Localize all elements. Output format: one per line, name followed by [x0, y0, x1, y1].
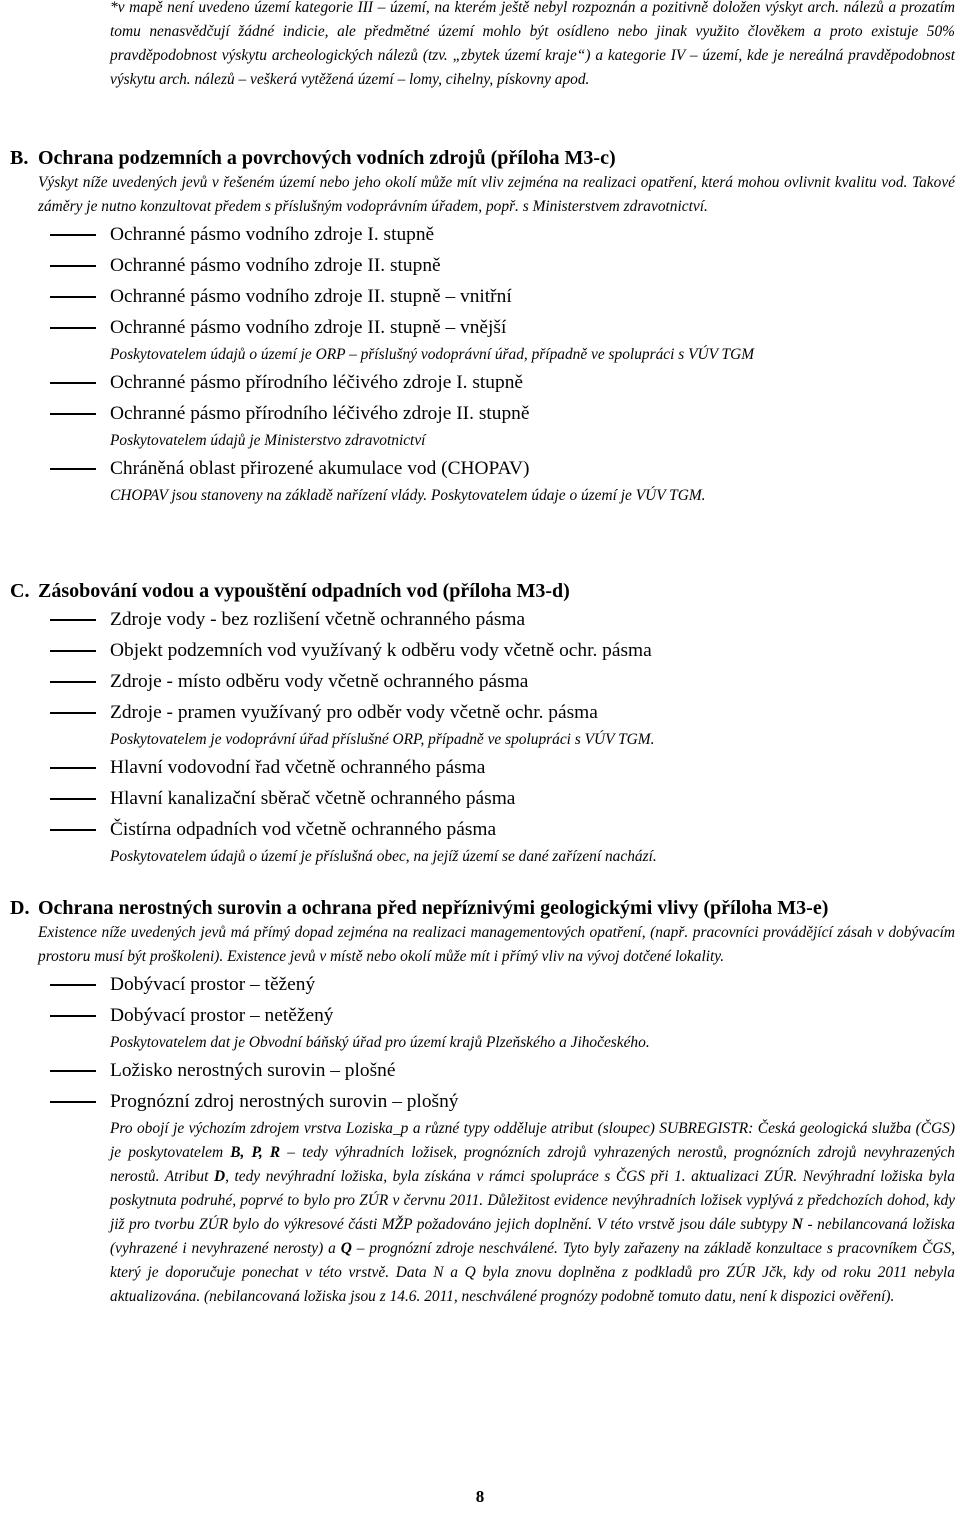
section-b-title: Ochrana podzemních a povrchových vodních zdrojů (příloha M3-c) [38, 147, 616, 169]
list-item: Hlavní vodovodní řad včetně ochranného pásma [110, 752, 955, 783]
dash-bullet [50, 265, 96, 267]
dash-bullet [50, 468, 96, 470]
section-d-description: Existence níže uvedených jevů má přímý dopad zejména na realizaci managementových opatření, (např. pracovníci provádějící zásah v dobývacím prostoru musí být proškoleni). Existence jevů v místě nebo okolí může mít i přímý vliv na vývoj dotčené lokality. [38, 924, 955, 965]
section-d [10, 895, 955, 1309]
section-d-letter: D. [10, 897, 30, 919]
list-item: Ložisko nerostných surovin – plošné [110, 1055, 955, 1086]
provider-note: Poskytovatelem údajů o území je ORP – příslušný vodoprávní úřad, případně ve spolupráci s VÚV TGM [110, 346, 755, 363]
provider-note: Poskytovatelem údajů je Ministerstvo zdravotnictví [110, 432, 426, 449]
dash-bullet [50, 681, 96, 683]
section-c-title: Zásobování vodou a vypouštění odpadních vod (příloha M3-d) [38, 580, 570, 602]
list-item: Zdroje - místo odběru vody včetně ochranného pásma [110, 666, 955, 697]
data-source-note: Pro obojí je výchozím zdrojem vrstva Loziska_p a různé typy odděluje atribut (sloupec) SUBREGISTR: Česká geologická služba (ČGS) je poskytovatelem B, P, R – tedy výhradních ložisek, prognózních zdrojů vyhrazených nerostů, prognózních zdrojů nevyhrazených nerostů. Atribut D, tedy nevýhradní ložiska, byla získána v rámci spolupráce s ČGS při 1. aktualizaci ZÚR. Nevýhradní ložiska byla poskytnuta podruhé, poprvé to bylo pro ZÚR v červnu 2011. Důležitost evidence nevýhradních ložisek vyplývá z předchozích dohod, kdy již pro tvorbu ZÚR bylo do výkresové části MŽP požadováno jejich doplnění. V této vrstvě jsou dále subtypy N - nebilancovaná ložiska (vyhrazené i nevyhrazené nerosty) a Q – prognózní zdroje neschválené. Tyto byly zařazeny na základě konzultace s pracovníkem ČGS, který je doporučuje ponechat v této vrstvě. Data N a Q byla znovu doplněna z podkladů pro ZÚR Jčk, kdy od roku 2011 nebyla aktualizována. (nebilancovaná ložiska jsou z 14.6. 2011, neschválené prognózy podobně tomuto datu, není k dispozici ověření). [110, 1120, 956, 1305]
section-d-title: Ochrana nerostných surovin a ochrana před nepříznivými geologickými vlivy (příloha M3-e) [38, 897, 829, 919]
provider-note: CHOPAV jsou stanoveny na základě nařízení vlády. Poskytovatelem údaje o území je VÚV TGM. [110, 487, 706, 504]
dash-bullet [50, 1101, 96, 1103]
dash-bullet [50, 296, 96, 298]
dash-bullet [50, 1015, 96, 1017]
provider-note: Poskytovatelem dat je Obvodní báňský úřad pro území krajů Plzeňského a Jihočeského. [110, 1034, 650, 1051]
list-item: Prognózní zdroj nerostných surovin – plošný [110, 1086, 955, 1117]
section-c [10, 578, 955, 869]
dash-bullet [50, 829, 96, 831]
section-c-heading [10, 578, 955, 604]
list-item: Objekt podzemních vod využívaný k odběru vody včetně ochr. pásma [110, 635, 955, 666]
list-item: Dobývací prostor – těžený [110, 969, 955, 1000]
list-item: Ochranné pásmo vodního zdroje I. stupně [110, 219, 955, 250]
section-d-heading [10, 895, 955, 921]
list-item: Chráněná oblast přirozené akumulace vod (CHOPAV) [110, 453, 955, 484]
list-item: Ochranné pásmo přírodního léčivého zdroje I. stupně [110, 367, 955, 398]
section-b-description: Výskyt níže uvedených jevů v řešeném území nebo jeho okolí může mít vliv zejména na realizaci opatření, která mohou ovlivnit kvalitu vod. Takové záměry je nutno konzultovat předem s příslušným vodoprávním úřadem, popř. s Ministerstvem zdravotnictví. [38, 174, 955, 215]
list-item: Zdroje - pramen využívaný pro odběr vody včetně ochr. pásma [110, 697, 955, 728]
dash-bullet [50, 382, 96, 384]
dash-bullet [50, 1070, 96, 1072]
section-b [10, 145, 955, 508]
list-item: Hlavní kanalizační sběrač včetně ochranného pásma [110, 783, 955, 814]
dash-bullet [50, 413, 96, 415]
list-item: Ochranné pásmo vodního zdroje II. stupně [110, 250, 955, 281]
page-number: 8 [475, 1487, 485, 1506]
dash-bullet [50, 650, 96, 652]
provider-note: Poskytovatelem údajů o území je příslušná obec, na jejíž území se dané zařízení nachází. [110, 848, 657, 865]
dash-bullet [50, 798, 96, 800]
provider-note: Poskytovatelem je vodoprávní úřad příslušné ORP, případně ve spolupráci s VÚV TGM. [110, 731, 655, 748]
section-b-letter: B. [10, 147, 29, 169]
list-item: Zdroje vody - bez rozlišení včetně ochranného pásma [110, 604, 955, 635]
list-item: Ochranné pásmo vodního zdroje II. stupně – vnější [110, 312, 955, 343]
dash-bullet [50, 327, 96, 329]
dash-bullet [50, 619, 96, 621]
list-item: Ochranné pásmo vodního zdroje II. stupně – vnitřní [110, 281, 955, 312]
section-b-heading [10, 145, 955, 171]
dash-bullet [50, 984, 96, 986]
list-item: Ochranné pásmo přírodního léčivého zdroje II. stupně [110, 398, 955, 429]
list-item: Dobývací prostor – netěžený [110, 1000, 955, 1031]
list-item: Čistírna odpadních vod včetně ochranného pásma [110, 814, 955, 845]
intro-note: *v mapě není uvedeno území kategorie III – území, na kterém ještě nebyl rozpoznán a pozitivně doložen výskyt arch. nálezů a prozatím tomu nenasvědčují žádné indicie, ale předmětné území mohlo být osídleno nebo jinak využito člověkem a proto existuje 50% pravděpodobnost výskytu archeologických nálezů (tzv. „zbytek území kraje“) a kategorie IV – území, kde je nereálná pravděpodobnost výskytu arch. nálezů – veškerá vytěžená území – lomy, cihelny, pískovny apod. [110, 0, 955, 88]
section-c-letter: C. [10, 580, 30, 602]
dash-bullet [50, 712, 96, 714]
dash-bullet [50, 767, 96, 769]
dash-bullet [50, 234, 96, 236]
